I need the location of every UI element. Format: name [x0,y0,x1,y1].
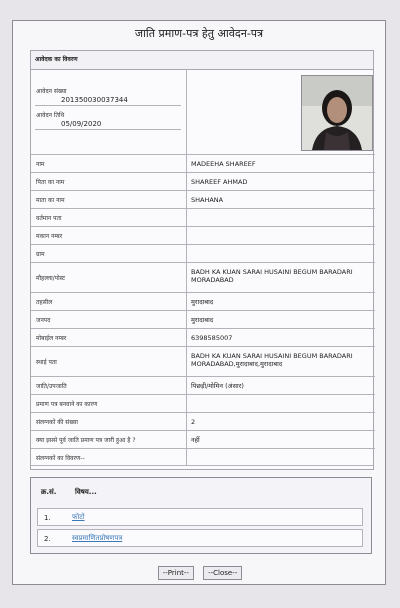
divider [35,105,181,106]
documents-box [30,477,372,554]
field-label: क्या इससे पूर्व जाति प्रमाण पत्र जारी हुआ है ? [36,437,136,444]
doc-header-serial: क्र.सं. [41,488,57,496]
application-meta [31,69,187,155]
field-label: संलग्नकों का विवरण-- [36,455,85,462]
detail-row [31,244,375,262]
detail-row [31,394,375,412]
detail-row [31,310,375,328]
divider [186,245,187,262]
detail-row [31,328,375,346]
field-value: BADH KA KUAN SARAI HUSAINI BEGUM BARADARI MORADABAD,मुरादाबाद,मुरादाबाद [191,352,353,368]
applicant-photo [301,75,373,151]
field-label: प्रमाण पत्र बनवाने का कारण [36,401,98,408]
field-label: संलग्नकों की संख्या [36,419,78,426]
field-label: जाति/उपजाति [36,383,67,390]
doc-number: 1. [44,514,51,522]
divider [186,191,187,208]
application-info-block [31,69,375,155]
divider [186,449,187,466]
doc-link-photo[interactable]: फोटो [72,513,85,521]
close-button[interactable]: --Close-- [203,566,242,580]
field-value: SHAREEF AHMAD [191,178,248,186]
detail-row [31,154,375,172]
doc-number: 2. [44,535,51,543]
field-value: MADEEHA SHAREEF [191,160,256,168]
divider [186,395,187,412]
detail-row [31,412,375,430]
divider [186,347,187,376]
application-number: 201350030037344 [61,96,128,104]
field-label: जनपद [36,317,51,324]
divider [186,227,187,244]
document-row [37,529,363,547]
divider [186,311,187,328]
detail-row [31,208,375,226]
divider [186,263,187,292]
section-header: आवेदक का विवरण [31,51,373,70]
divider [186,377,187,394]
field-label: वर्तमान पता [36,215,62,222]
divider [186,431,187,448]
field-label: पिता का नाम [36,179,65,186]
detail-row [31,376,375,394]
field-label: मौहल्ला/पोस्ट [36,275,65,282]
application-number-label: आवेदन संख्या [36,88,67,95]
field-value: 6398585007 [191,334,233,342]
divider [186,293,187,310]
field-label: माता का नाम [36,197,65,204]
field-value: नहीं [191,436,200,444]
field-label: मकान नम्बर [36,233,63,240]
detail-row [31,190,375,208]
field-value: मुरादाबाद [191,298,214,306]
print-button[interactable]: --Print-- [158,566,194,580]
divider [186,209,187,226]
field-value: पिछड़ी/मोमिन (अंसार) [191,382,244,390]
detail-row [31,226,375,244]
document-row [37,508,363,526]
divider [186,329,187,346]
action-buttons [0,560,400,580]
detail-row [31,346,375,376]
page-title: जाति प्रमाण-पत्र हेतु आवेदन-पत्र [134,27,264,40]
divider [186,173,187,190]
detail-row [31,292,375,310]
detail-rows [30,154,374,466]
field-label: स्थाई पता [36,359,57,366]
detail-row [31,448,375,466]
field-value: BADH KA KUAN SARAI HUSAINI BEGUM BARADARI MORADABAD [191,268,353,284]
field-value: मुरादाबाद [191,316,214,324]
application-date: 05/09/2020 [61,120,102,128]
detail-row [31,430,375,448]
doc-header-subject: विषय... [75,488,97,496]
divider [186,413,187,430]
detail-row [31,172,375,190]
divider [35,129,181,130]
doc-link-self-declaration[interactable]: स्वप्रमाणितप्रोषणपत्र [72,534,123,542]
detail-row [31,262,375,292]
divider [186,155,187,172]
field-label: नाम [36,161,45,168]
field-label: मोबाईल नम्बर [36,335,67,342]
field-label: ग्राम [36,251,45,258]
field-value: 2 [191,418,196,426]
field-label: तहसील [36,299,53,306]
field-value: SHAHANA [191,196,224,204]
application-date-label: आवेदन तिथि [36,112,65,119]
